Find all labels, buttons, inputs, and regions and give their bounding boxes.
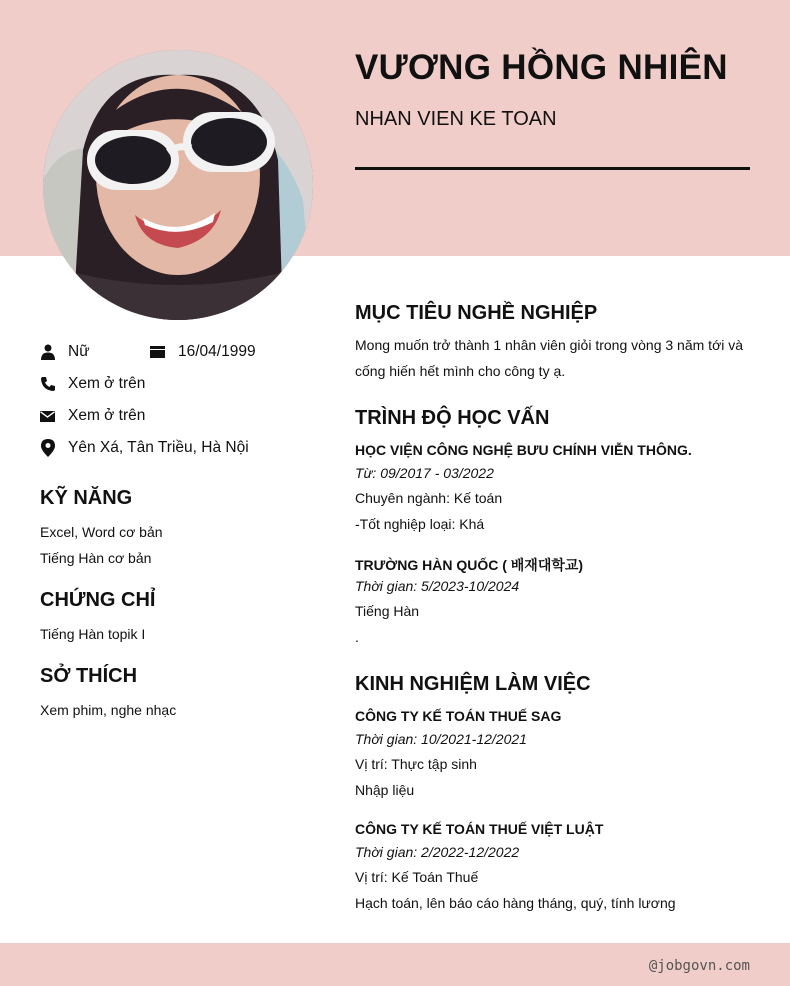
phone-icon bbox=[40, 376, 55, 392]
certificates-list bbox=[40, 621, 145, 647]
education-entry bbox=[355, 442, 755, 458]
mail-icon bbox=[40, 408, 55, 424]
gender-row bbox=[40, 343, 90, 361]
education-line: . bbox=[355, 629, 359, 645]
skill-item: Tiếng Hàn cơ bản bbox=[40, 550, 152, 566]
education-school: TRƯỜNG HÀN QUỐC ( 배재대학교) bbox=[355, 557, 584, 573]
objective-text: Mong muốn trở thành 1 nhân viên giỏi trong vòng 3 năm tới và cống hiến hết mình cho công ty ạ. bbox=[355, 337, 744, 379]
experience-line: Hạch toán, lên báo cáo hàng tháng, quý, tính lương bbox=[355, 895, 676, 911]
objective-section bbox=[355, 302, 755, 384]
phone-row bbox=[40, 375, 145, 393]
education-line: Tiếng Hàn bbox=[355, 603, 420, 619]
education-section bbox=[355, 407, 755, 430]
objective-heading: MỤC TIÊU NGHỀ NGHIỆP bbox=[355, 302, 598, 324]
hobby-item: Xem phim, nghe nhạc bbox=[40, 702, 177, 718]
candidate-name: VƯƠNG HỒNG NHIÊN bbox=[355, 48, 728, 87]
experience-date: Thời gian: 2/2022-12/2022 bbox=[355, 844, 520, 860]
person-icon bbox=[40, 344, 55, 360]
experience-company: CÔNG TY KẾ TOÁN THUẾ SAG bbox=[355, 708, 562, 724]
address-row bbox=[40, 439, 249, 457]
education-date: Từ: 09/2017 - 03/2022 bbox=[355, 465, 494, 481]
experience-heading: KINH NGHIỆM LÀM VIỆC bbox=[355, 673, 591, 695]
phone-value: Xem ở trên bbox=[68, 375, 146, 392]
skill-item: Excel, Word cơ bản bbox=[40, 524, 163, 540]
dob-row bbox=[150, 343, 256, 361]
profile-photo bbox=[43, 50, 313, 320]
experience-line: Nhập liệu bbox=[355, 782, 415, 798]
education-heading: TRÌNH ĐỘ HỌC VẤN bbox=[355, 407, 550, 429]
education-entry-date-wrap bbox=[355, 465, 755, 481]
dob-value: 16/04/1999 bbox=[178, 343, 256, 360]
certificates-heading: CHỨNG CHỈ bbox=[40, 589, 156, 611]
portrait-illustration bbox=[43, 50, 313, 320]
education-line: Chuyên ngành: Kế toán bbox=[355, 490, 503, 506]
hobbies-list bbox=[40, 697, 176, 723]
calendar-icon bbox=[150, 344, 165, 360]
experience-date: Thời gian: 10/2021-12/2021 bbox=[355, 731, 527, 747]
experience-company: CÔNG TY KẾ TOÁN THUẾ VIỆT LUẬT bbox=[355, 821, 604, 837]
email-row bbox=[40, 407, 145, 425]
skills-list bbox=[40, 519, 163, 571]
certificate-item: Tiếng Hàn topik I bbox=[40, 626, 146, 642]
experience-line: Vị trí: Thực tập sinh bbox=[355, 756, 477, 772]
job-title: NHAN VIEN KE TOAN bbox=[355, 108, 557, 130]
address-value: Yên Xá, Tân Triều, Hà Nội bbox=[68, 439, 249, 456]
experience-section bbox=[355, 673, 755, 696]
gender-value: Nữ bbox=[68, 343, 90, 360]
email-value: Xem ở trên bbox=[68, 407, 146, 424]
education-line: -Tốt nghiệp loại: Khá bbox=[355, 516, 485, 532]
location-pin-icon bbox=[40, 440, 55, 456]
skills-heading: KỸ NĂNG bbox=[40, 487, 133, 509]
hobbies-heading: SỞ THÍCH bbox=[40, 665, 138, 687]
education-date: Thời gian: 5/2023-10/2024 bbox=[355, 578, 520, 594]
title-divider bbox=[355, 167, 750, 170]
experience-line: Vị trí: Kế Toán Thuế bbox=[355, 869, 479, 885]
education-school: HỌC VIỆN CÔNG NGHỆ BƯU CHÍNH VIỄN THÔNG. bbox=[355, 442, 692, 458]
footer-watermark: @jobgovn.com bbox=[648, 958, 750, 974]
